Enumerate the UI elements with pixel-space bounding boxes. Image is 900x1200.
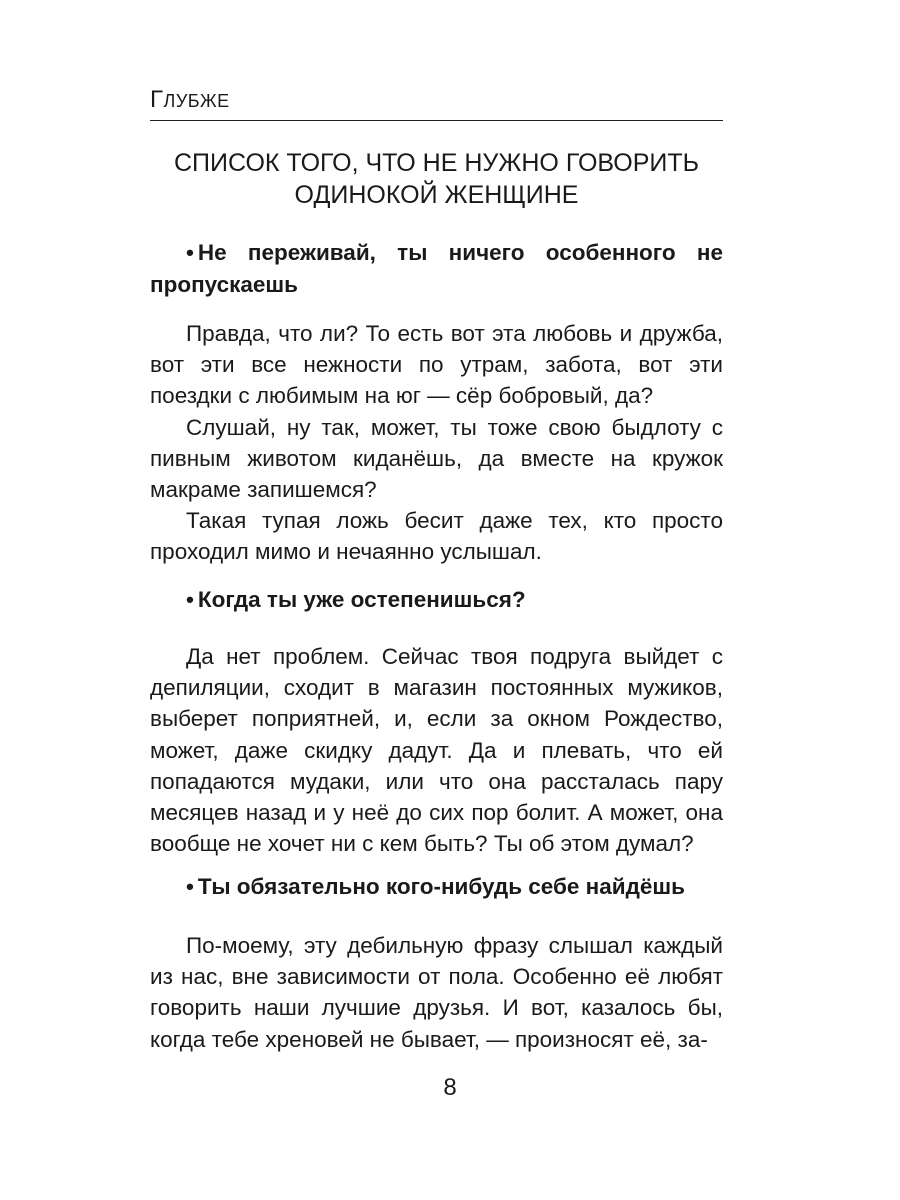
section-heading-text: Когда ты уже остепенишься? (197, 587, 526, 612)
chapter-title-line-2: ОДИНОКОЙ ЖЕНЩИНЕ (294, 181, 579, 209)
running-head (150, 86, 723, 121)
section-heading-2 (150, 584, 723, 616)
chapter-title (150, 147, 723, 211)
running-head-rest: ЛУБЖЕ (163, 91, 230, 111)
paragraph: Такая тупая ложь бесит даже тех, кто просто проходил мимо и нечаянно услышал. (150, 508, 723, 565)
section-heading-text: Не переживай, ты ничего особенного не пропускаешь (150, 240, 723, 297)
section-heading-3 (150, 871, 723, 903)
section-heading-text: Ты обязательно кого-нибудь себе найдёшь (197, 874, 685, 899)
bullet-icon: • (186, 874, 194, 899)
section-body-2 (150, 641, 723, 859)
page-number: 8 (443, 1074, 457, 1101)
section-heading-1 (150, 237, 723, 301)
running-head-initial: Г (150, 86, 164, 113)
bullet-icon: • (186, 240, 194, 265)
paragraph: Правда, что ли? То есть вот эта любовь и дружба, вот эти все нежности по утрам, забота, вот эти поездки с любимым на юг — сёр бобровый, да? (150, 321, 723, 409)
paragraph: Слушай, ну так, может, ты тоже свою быдлоту с пивным животом киданёшь, да вместе на кружок макраме запишемся? (150, 414, 723, 503)
section-body-1 (150, 318, 723, 568)
paragraph: По-моему, эту дебильную фразу слышал каждый из нас, вне зависимости от пола. Особенно её любят говорить наши лучшие друзья. И вот, казалось бы, когда тебе хреновей не бывает, — произносят её, за- (150, 933, 723, 1052)
chapter-title-line-1: СПИСОК ТОГО, ЧТО НЕ НУЖНО ГОВОРИТЬ (173, 149, 700, 177)
section-body-3 (150, 930, 723, 1055)
bullet-icon: • (186, 587, 194, 612)
paragraph: Да нет проблем. Сейчас твоя подруга выйдет с депиляции, сходит в магазин постоянных мужиков, выберет поприятней, и, если за окном Рождество, может, даже скидку дадут. Да и плевать, что ей попадаются мудаки, или что она рассталась пару месяцев назад и у неё до сих пор болит. А может, она вообще не хочет ни с кем быть? Ты об этом думал? (150, 644, 723, 857)
